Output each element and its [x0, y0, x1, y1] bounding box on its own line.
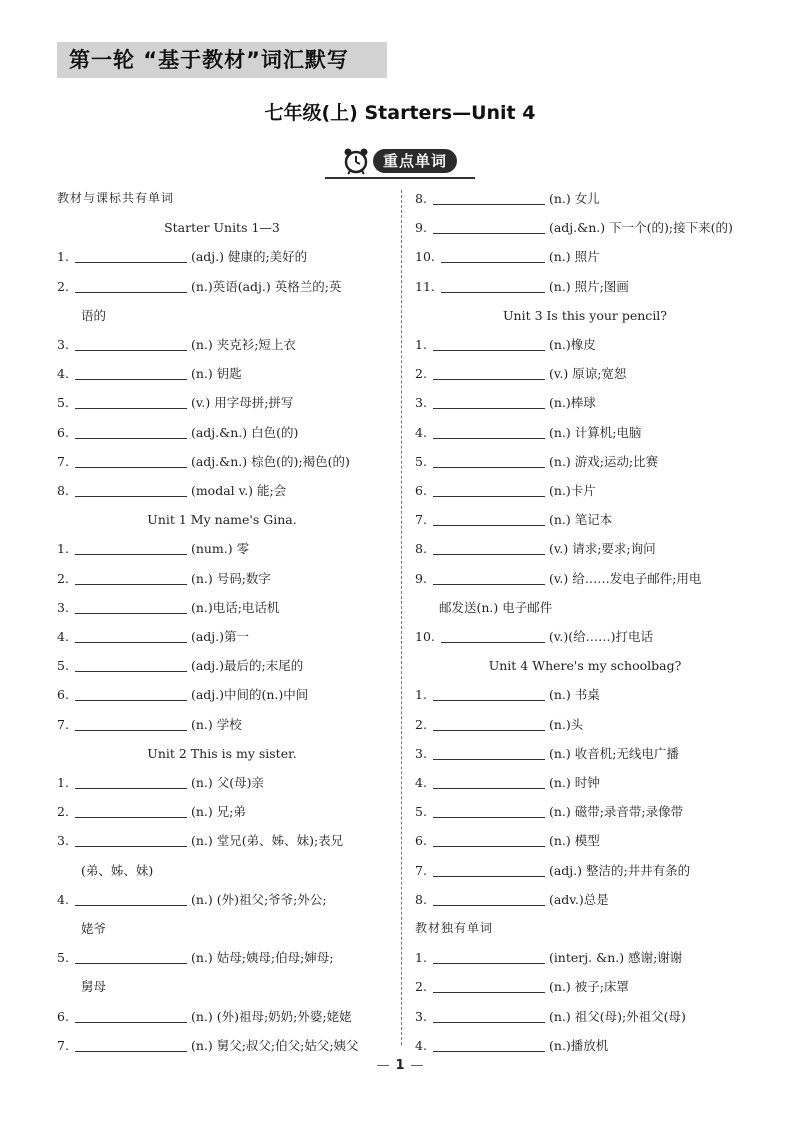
- answer-blank[interactable]: [433, 553, 545, 555]
- item-number: 1.: [57, 541, 69, 557]
- answer-blank[interactable]: [433, 524, 545, 526]
- item-number: 4.: [415, 424, 427, 440]
- definition-text: (v.) 给……发电子邮件;用电: [548, 570, 702, 586]
- definition-text: (adj.) 健康的;美好的: [190, 249, 308, 265]
- item-number: 3.: [415, 1008, 427, 1024]
- definition-text: (interj. &n.) 感谢;谢谢: [548, 950, 683, 966]
- definition-text: (n.) 模型: [548, 833, 600, 849]
- item-number: 6.: [415, 833, 427, 849]
- vocab-item: [415, 359, 755, 388]
- item-number: 5.: [57, 658, 69, 674]
- badge-label: 重点单词: [373, 149, 457, 173]
- definition-continuation: 舅母: [81, 979, 107, 995]
- definition-text: (n.)头: [548, 716, 584, 732]
- definition-text: (n.) 父(母)亲: [190, 775, 264, 790]
- definition-text: (n.) 收音机;无线电广播: [548, 745, 679, 761]
- item-number: 7.: [415, 512, 427, 528]
- alarm-clock-icon: [341, 146, 371, 176]
- badge-underline: [325, 177, 475, 179]
- item-number: 2.: [415, 979, 427, 995]
- page-number: — 1 —: [376, 1058, 424, 1073]
- answer-blank[interactable]: [75, 699, 187, 701]
- item-number: 7.: [57, 1037, 69, 1053]
- vocab-item: [415, 943, 755, 972]
- definition-text: (n.) 女儿: [548, 191, 600, 206]
- answer-blank[interactable]: [75, 349, 187, 351]
- vocab-item: [415, 242, 755, 271]
- definition-text: (n.) 照片: [548, 249, 600, 265]
- vocab-item: [415, 184, 755, 213]
- item-number: 4.: [57, 891, 69, 907]
- vocab-item: [57, 476, 387, 505]
- definition-text: (n.)播放机: [548, 1037, 609, 1053]
- definition-continuation: 姥爷: [81, 921, 107, 936]
- banner-text: 第一轮 “基于教材”词汇默写: [69, 48, 349, 72]
- definition-text: (adj.)第一: [190, 629, 249, 644]
- answer-blank[interactable]: [433, 349, 545, 351]
- vocab-item: [415, 272, 755, 301]
- definition-text: (n.) 夹克衫;短上衣: [190, 337, 296, 352]
- item-number: 4.: [415, 775, 427, 790]
- answer-blank[interactable]: [75, 583, 187, 585]
- vocab-item: [415, 768, 755, 797]
- item-number: 10.: [415, 249, 435, 265]
- answer-blank[interactable]: [75, 291, 187, 293]
- item-number: 1.: [415, 687, 427, 703]
- vocab-item: [415, 505, 755, 534]
- answer-blank[interactable]: [433, 962, 545, 964]
- vocab-item: [415, 856, 755, 885]
- answer-blank[interactable]: [441, 641, 545, 643]
- answer-blank[interactable]: [75, 495, 187, 497]
- column-divider: [401, 190, 402, 1045]
- definition-text: (adv.)总是: [548, 891, 609, 907]
- answer-blank[interactable]: [75, 904, 187, 906]
- definition-text: (adj.)最后的;末尾的: [190, 658, 304, 674]
- answer-blank[interactable]: [433, 991, 545, 993]
- vocab-item: [415, 476, 755, 505]
- definition-text: (adj.)中间的(n.)中间: [190, 687, 309, 703]
- vocab-item: [57, 388, 387, 417]
- definition-text: (num.) 零: [190, 541, 250, 557]
- answer-blank[interactable]: [433, 699, 545, 701]
- definition-text: (n.)棒球: [548, 395, 596, 411]
- definition-text: (n.) 被子;床罩: [548, 979, 629, 995]
- vocab-item: [415, 388, 755, 417]
- definition-text: (n.) 磁带;录音带;录像带: [548, 804, 684, 820]
- item-number: 1.: [415, 337, 427, 352]
- definition-text: (n.) 号码;数字: [190, 570, 271, 586]
- definition-text: (n.)英语(adj.) 英格兰的;英: [190, 278, 342, 294]
- item-number: 7.: [57, 453, 69, 469]
- answer-blank[interactable]: [441, 261, 545, 263]
- definition-text: (n.) 游戏;运动;比赛: [548, 453, 659, 469]
- item-number: 6.: [415, 483, 427, 498]
- item-number: 4.: [415, 1037, 427, 1053]
- answer-blank[interactable]: [433, 758, 545, 760]
- vocab-item: [57, 943, 387, 972]
- item-number: 7.: [57, 716, 69, 732]
- unit-title: Starter Units 1—3: [164, 220, 280, 236]
- definition-text: (n.)电话;电话机: [190, 599, 280, 615]
- item-number: 11.: [415, 278, 435, 294]
- vocab-item: [415, 1031, 755, 1060]
- definition-continuation: (弟、姊、妹): [81, 862, 154, 878]
- item-number: 6.: [57, 1008, 69, 1024]
- definition-text: (n.) 计算机;电脑: [548, 424, 642, 440]
- item-number: 5.: [415, 804, 427, 820]
- answer-blank[interactable]: [75, 261, 187, 263]
- answer-blank[interactable]: [75, 670, 187, 672]
- definition-text: (n.)橡皮: [548, 337, 596, 352]
- answer-blank[interactable]: [75, 437, 187, 439]
- definition-text: (modal v.) 能;会: [190, 483, 287, 498]
- vocab-item: [415, 330, 755, 359]
- item-number: 8.: [57, 483, 69, 498]
- answer-blank[interactable]: [441, 291, 545, 293]
- answer-blank[interactable]: [433, 407, 545, 409]
- answer-blank[interactable]: [433, 904, 545, 906]
- answer-blank[interactable]: [433, 1021, 545, 1023]
- definition-text: (n.) 舅父;叔父;伯父;姑父;姨父: [190, 1037, 359, 1053]
- vocab-item: [57, 447, 387, 476]
- answer-blank[interactable]: [75, 553, 187, 555]
- definition-text: (n.)卡片: [548, 483, 596, 498]
- definition-text: (n.) 笔记本: [548, 512, 613, 528]
- item-number: 5.: [57, 950, 69, 966]
- definition-text: (adj.&n.) 棕色(的);褐色(的): [190, 453, 350, 469]
- vocab-item: [57, 885, 387, 914]
- item-number: 3.: [415, 395, 427, 411]
- vocab-item: [415, 710, 755, 739]
- vocab-item: [57, 651, 387, 680]
- section-badge: [325, 143, 475, 183]
- definition-text: (n.) 照片;图画: [548, 278, 629, 294]
- vocab-item: [415, 447, 755, 476]
- unit-title: Unit 4 Where's my schoolbag?: [488, 658, 682, 674]
- answer-blank[interactable]: [75, 466, 187, 468]
- item-number: 2.: [57, 278, 69, 294]
- item-number: 3.: [57, 337, 69, 352]
- vocab-item: [57, 680, 387, 709]
- vocab-item: [57, 272, 387, 301]
- item-number: 8.: [415, 541, 427, 557]
- item-number: 5.: [57, 395, 69, 411]
- answer-blank[interactable]: [433, 495, 545, 497]
- unit-title: Unit 3 Is this your pencil?: [502, 307, 668, 323]
- definition-text: (n.) 兄;弟: [190, 804, 246, 820]
- answer-blank[interactable]: [433, 583, 545, 585]
- answer-blank[interactable]: [75, 729, 187, 731]
- answer-blank[interactable]: [433, 378, 545, 380]
- definition-text: (adj.&n.) 白色(的): [190, 424, 299, 440]
- vocab-item: [57, 1002, 387, 1031]
- item-number: 8.: [415, 191, 427, 206]
- definition-text: (n.) 堂兄(弟、姊、妹);表兄: [190, 833, 344, 849]
- definition-text: (n.) 书桌: [548, 687, 600, 703]
- vocab-item: [415, 885, 755, 914]
- answer-blank[interactable]: [433, 816, 545, 818]
- answer-blank[interactable]: [75, 1050, 187, 1052]
- definition-text: (v.)(给……)打电话: [548, 629, 653, 644]
- item-number: 7.: [415, 862, 427, 878]
- item-number: 9.: [415, 570, 427, 586]
- vocab-item: [57, 797, 387, 826]
- answer-blank[interactable]: [433, 845, 545, 847]
- vocab-item: [415, 213, 755, 242]
- answer-blank[interactable]: [433, 875, 545, 877]
- answer-blank[interactable]: [75, 612, 187, 614]
- vocab-item: [57, 768, 387, 797]
- item-number: 3.: [57, 833, 69, 849]
- definition-text: (n.) 姑母;姨母;伯母;婶母;: [190, 950, 334, 966]
- definition-text: (n.) (外)祖父;爷爷;外公;: [190, 891, 327, 907]
- vocab-item: [57, 564, 387, 593]
- definition-continuation: 语的: [81, 307, 107, 323]
- item-number: 9.: [415, 220, 427, 236]
- page-title: 七年级(上) Starters—Unit 4: [264, 102, 536, 124]
- vocab-item: [57, 330, 387, 359]
- definition-continuation: 邮发送(n.) 电子邮件: [439, 599, 553, 615]
- item-number: 2.: [57, 570, 69, 586]
- item-number: 2.: [57, 804, 69, 820]
- answer-blank[interactable]: [433, 203, 545, 205]
- item-number: 3.: [415, 745, 427, 761]
- item-number: 1.: [57, 775, 69, 790]
- vocab-item: [415, 826, 755, 855]
- vocab-item: [57, 534, 387, 563]
- section-label: 教材与课标共有单词: [57, 191, 175, 205]
- definition-text: (adj.&n.) 下一个(的);接下来(的): [548, 220, 733, 236]
- answer-blank[interactable]: [75, 816, 187, 818]
- answer-blank[interactable]: [75, 845, 187, 847]
- definition-text: (n.) (外)祖母;奶奶;外婆;姥姥: [190, 1008, 352, 1024]
- unit-title: Unit 1 My name's Gina.: [147, 512, 297, 528]
- item-number: 1.: [415, 950, 427, 966]
- vocab-item: [415, 418, 755, 447]
- item-number: 2.: [415, 716, 427, 732]
- item-number: 10.: [415, 629, 435, 644]
- item-number: 1.: [57, 249, 69, 265]
- definition-text: (v.) 请求;要求;询问: [548, 541, 656, 557]
- vocab-item: [415, 564, 755, 593]
- item-number: 8.: [415, 891, 427, 907]
- item-number: 4.: [57, 366, 69, 382]
- vocab-item: [415, 797, 755, 826]
- vocab-item: [57, 826, 387, 855]
- definition-text: (n.) 时钟: [548, 775, 600, 790]
- item-number: 5.: [415, 453, 427, 469]
- answer-blank[interactable]: [433, 466, 545, 468]
- answer-blank[interactable]: [75, 1021, 187, 1023]
- definition-text: (n.) 钥匙: [190, 366, 242, 382]
- answer-blank[interactable]: [433, 1050, 545, 1052]
- answer-blank[interactable]: [75, 962, 187, 964]
- item-number: 6.: [57, 424, 69, 440]
- section-label: 教材独有单词: [415, 921, 494, 935]
- vocab-item: [415, 1002, 755, 1031]
- answer-blank[interactable]: [433, 437, 545, 439]
- answer-blank[interactable]: [75, 641, 187, 643]
- page-number-value: 1: [395, 1058, 405, 1073]
- answer-blank[interactable]: [433, 729, 545, 731]
- answer-blank[interactable]: [433, 787, 545, 789]
- definition-text: (v.) 原谅;宽恕: [548, 366, 627, 382]
- definition-text: (v.) 用字母拼;拼写: [190, 395, 294, 411]
- vocab-item: [415, 972, 755, 1001]
- answer-blank[interactable]: [75, 407, 187, 409]
- unit-title: Unit 2 This is my sister.: [147, 745, 297, 761]
- vocab-item: [57, 359, 387, 388]
- vocab-item: [415, 739, 755, 768]
- vocab-item: [57, 622, 387, 651]
- vocab-item: [57, 1031, 387, 1060]
- item-number: 6.: [57, 687, 69, 703]
- item-number: 3.: [57, 599, 69, 615]
- vocab-item: [415, 622, 755, 651]
- answer-blank[interactable]: [433, 232, 545, 234]
- definition-text: (n.) 祖父(母);外祖父(母): [548, 1008, 686, 1024]
- vocab-item: [57, 418, 387, 447]
- vocab-item: [57, 242, 387, 271]
- vocab-item: [415, 680, 755, 709]
- item-number: 4.: [57, 629, 69, 644]
- definition-text: (adj.) 整洁的;井井有条的: [548, 862, 691, 878]
- vocab-item: [57, 710, 387, 739]
- vocab-item: [57, 593, 387, 622]
- vocab-item: [415, 534, 755, 563]
- answer-blank[interactable]: [75, 378, 187, 380]
- answer-blank[interactable]: [75, 787, 187, 789]
- definition-text: (n.) 学校: [190, 716, 242, 732]
- chapter-banner: [57, 42, 387, 78]
- item-number: 2.: [415, 366, 427, 382]
